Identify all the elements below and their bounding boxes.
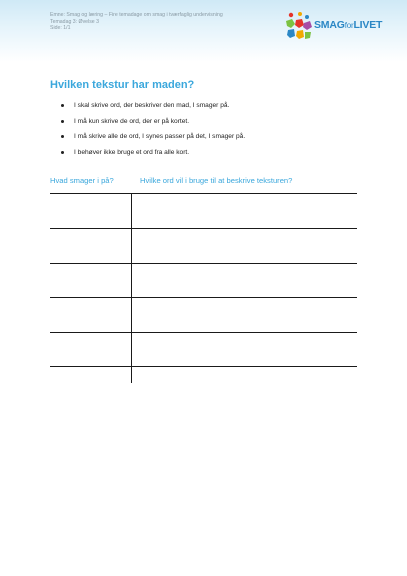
food-cell[interactable]	[50, 229, 131, 263]
logo-text-livet: LIVET	[353, 19, 383, 31]
texture-words-cell[interactable]	[132, 333, 357, 367]
food-cell[interactable]	[50, 194, 131, 228]
logo-text-smag: SMAG	[314, 19, 345, 31]
instruction-list	[50, 98, 245, 160]
header-meta-line: Temadag 3: Øvelse 3	[50, 18, 100, 25]
instruction-item: I behøver ikke bruge et ord fra alle kort.	[50, 145, 245, 161]
logo-text	[314, 19, 382, 31]
texture-words-cell[interactable]	[132, 264, 357, 298]
page-title: Hvilken tekstur har maden?	[50, 79, 195, 91]
food-cell[interactable]	[50, 298, 131, 332]
page-header	[0, 0, 407, 62]
texture-words-cell[interactable]	[132, 298, 357, 332]
worksheet-table	[50, 193, 357, 383]
logo-figures-icon	[282, 11, 316, 41]
smag-for-livet-logo	[282, 11, 383, 41]
table-line	[50, 366, 357, 367]
food-cell[interactable]	[50, 264, 131, 298]
logo-text-for: for	[344, 21, 354, 30]
column-header-texture-words: Hvilke ord vil i bruge til at beskrive teksturen?	[140, 176, 293, 185]
texture-words-cell[interactable]	[132, 194, 357, 228]
instruction-item: I må kun skrive de ord, der er på kortet.	[50, 114, 245, 130]
column-header-food: Hvad smager i på?	[50, 176, 114, 185]
instruction-item: I må skrive alle de ord, I synes passer på det, I smager på.	[50, 129, 245, 145]
texture-words-cell[interactable]	[132, 229, 357, 263]
instruction-item: I skal skrive ord, der beskriver den mad, I smager på.	[50, 98, 245, 114]
header-meta-line: Emne: Smag og læring – Fire temadage om smag i tværfaglig undervisning	[50, 12, 223, 18]
column-divider	[131, 193, 132, 383]
food-cell[interactable]	[50, 333, 131, 367]
header-meta-line: Side: 1/1	[50, 25, 71, 32]
header-meta	[50, 12, 223, 32]
